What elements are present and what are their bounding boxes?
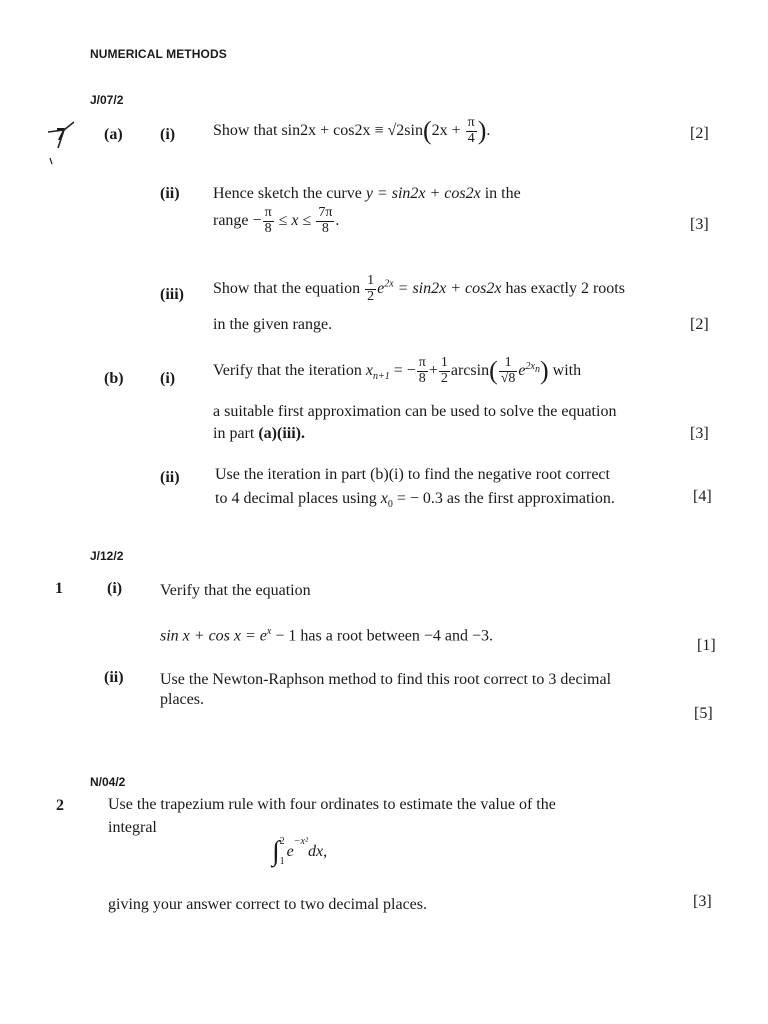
section-code-n04: N/04/2 xyxy=(90,775,126,789)
question-b-i-line2: a suitable first approximation can be used to solve the equation xyxy=(213,403,617,420)
part-b-label: (b) xyxy=(104,370,124,387)
fraction-half: $\frac{1}{2}$ xyxy=(367,273,375,304)
q1-ii-line1: Use the Newton-Raphson method to find this root correct to 3 decimal xyxy=(160,671,612,688)
question-number-7: 7 xyxy=(56,124,65,144)
fraction-1-over-root8: $\frac{1}{√8}$ xyxy=(500,355,516,386)
question-b-i-line3: in part (a)(iii). xyxy=(213,425,305,442)
fraction-pi-over-4: $\frac{\pi}{4}$ xyxy=(467,115,475,146)
integral-sign: ∫ xyxy=(272,836,280,867)
part-a-label: (a) xyxy=(104,126,123,143)
inner-math: 2x + xyxy=(431,121,461,139)
fraction-7pi-over-8: $\frac{7\pi}{8}$ xyxy=(318,205,333,236)
question-number-2: 2 xyxy=(56,797,64,814)
question-b-i-line1: Verify that the iteration $x_{n+1}$ = − $\frac{\pi}{8}$ + $\frac{1}{2}$ arcsin( $\frac{1}{√8}$ $e^{2x_n}$) with xyxy=(213,355,582,386)
page-title: NUMERICAL METHODS xyxy=(90,47,227,61)
marks-q1-ii: [5] xyxy=(694,705,713,722)
end-punct: . xyxy=(486,121,491,139)
question-a-ii-line2: range − $\frac{\pi}{8}$ ≤ x ≤ $\frac{7\pi}{8}$ . xyxy=(213,205,340,236)
q2-line3: giving your answer correct to two decimal places. xyxy=(108,896,427,913)
marks-a-ii: [3] xyxy=(690,216,709,233)
marks-a-iii: [2] xyxy=(690,316,709,333)
sub-b-i-label: (i) xyxy=(160,370,176,387)
question-a-iii-line2: in the given range. xyxy=(213,316,333,333)
fraction-pi-over-8: $\frac{\pi}{8}$ xyxy=(264,205,272,236)
lhs-math: sin2x + cos2x ≡ √2sin xyxy=(281,121,423,139)
q1-i-equation: $\sin x + \cos x = e^x - 1$ has a root between −4 and −3. xyxy=(160,626,494,645)
marks-b-i: [3] xyxy=(690,425,709,442)
sub-iii-label: (iii) xyxy=(160,286,184,303)
section-code-j07: J/07/2 xyxy=(90,93,124,107)
q1-sub-ii-label: (ii) xyxy=(104,669,124,686)
fraction-pi-over-8-b: $\frac{\pi}{8}$ xyxy=(418,355,426,386)
integral-upper-limit: 2 xyxy=(279,836,285,847)
question-a-i-text: Show that sin2x + cos2x ≡ √2sin(2x + $\frac{\pi}{4}$ ). xyxy=(213,115,491,146)
q1-ii-line2: places. xyxy=(160,691,204,708)
question-b-ii-line2: to 4 decimal places using $x_0$ = − 0.3 as the first approximation. xyxy=(215,490,615,511)
question-a-iii-line1: Show that the equation $\frac{1}{2}$ $e^{2x} = \sin 2x + \cos 2x$ has exactly 2 roots xyxy=(213,273,625,304)
q1-i-line1: Verify that the equation xyxy=(160,582,311,599)
sub-i-label: (i) xyxy=(160,126,176,143)
marks-q2: [3] xyxy=(693,893,712,910)
section-code-j12: J/12/2 xyxy=(90,549,124,563)
marks-q1-i: [1] xyxy=(697,637,716,654)
q2-line1: Use the trapezium rule with four ordinates to estimate the value of the xyxy=(108,796,556,813)
marks-b-ii: [4] xyxy=(693,488,712,505)
q2-line2: integral xyxy=(108,819,157,836)
question-b-ii-line1: Use the iteration in part (b)(i) to find the negative root correct xyxy=(215,466,610,483)
text-before: Show that xyxy=(213,121,278,139)
fraction-half-b: $\frac{1}{2}$ xyxy=(440,355,448,386)
marks-a-i: [2] xyxy=(690,125,709,142)
sub-b-ii-label: (ii) xyxy=(160,469,180,486)
question-number-1: 1 xyxy=(55,580,63,597)
question-a-ii-line1: Hence sketch the curve y = sin2x + cos2x in the xyxy=(213,185,521,202)
q2-integral: ∫ 2 1 $e^{-x^2}dx$, xyxy=(272,836,328,867)
q1-sub-i-label: (i) xyxy=(107,580,123,597)
integral-lower-limit: 1 xyxy=(279,856,285,867)
sub-ii-label: (ii) xyxy=(160,185,180,202)
